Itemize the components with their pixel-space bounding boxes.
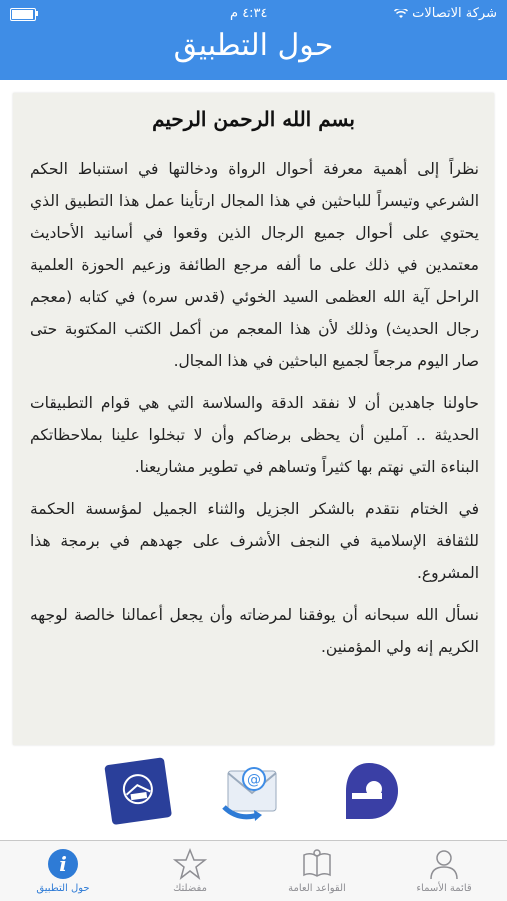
tab-label: قائمة الأسماء bbox=[416, 883, 472, 894]
contact-icons bbox=[0, 755, 507, 835]
about-panel bbox=[13, 93, 494, 745]
paragraph: في الختام نتقدم بالشكر الجزيل والثناء الجميل لمؤسسة الحكمة للثقافة الإسلامية في النجف الأشرف على جهدهم في برمجة هذا المشروع. bbox=[30, 500, 479, 582]
status-time: ٤:٣٤ م bbox=[230, 6, 268, 21]
battery-icon bbox=[10, 8, 36, 21]
header-bar bbox=[0, 0, 507, 80]
wifi-icon bbox=[394, 9, 408, 19]
star-icon bbox=[173, 847, 207, 881]
tab-label: حول التطبيق bbox=[36, 883, 90, 894]
paragraph: نسأل الله سبحانه أن يوفقنا لمرضاته وأن يجعل أعمالنا خالصة لوجهه الكريم إنه ولي المؤمنين. bbox=[30, 606, 479, 656]
book-icon bbox=[300, 847, 334, 881]
tab-about[interactable] bbox=[0, 841, 126, 901]
tab-label: مفضلتك bbox=[173, 883, 207, 894]
person-icon bbox=[427, 847, 461, 881]
app-logo-icon[interactable] bbox=[334, 755, 404, 825]
tab-bar bbox=[0, 840, 507, 901]
carrier-label: شركة الاتصالات bbox=[394, 6, 497, 21]
status-bar bbox=[0, 4, 507, 24]
tab-label: القواعد العامة bbox=[288, 883, 346, 894]
paragraph: نظراً إلى أهمية معرفة أحوال الرواة ودخالتها في استنباط الحكم الشرعي وتيسراً للباحثين في هذا المجال ارتأينا عمل هذا التطبيق الذي يحتوي على أحوال جميع الرجال الذين وقعوا في أسانيد الأحاديث معتمدين في ذلك على ما ألفه مرجع الطائفة وزعيم الحوزة العلمية الراحل آية الله العظمى السيد الخوئي (قدس سره) في كتابه (معجم رجال الحديث) وذلك لأن هذا المعجم من أكمل الكتب المكتوبة حتى صار اليوم مرجعاً لجميع الباحثين في هذا المجال. bbox=[30, 160, 479, 370]
page-title: حول التطبيق bbox=[173, 28, 334, 63]
info-icon bbox=[46, 847, 80, 881]
tab-general-rules[interactable] bbox=[254, 841, 380, 901]
about-text bbox=[30, 153, 479, 673]
basmala-heading: بسم الله الرحمن الرحيم bbox=[152, 107, 355, 131]
svg-text:@: @ bbox=[247, 772, 261, 788]
tab-names-list[interactable] bbox=[381, 841, 507, 901]
svg-text:i: i bbox=[59, 852, 67, 876]
paragraph: حاولنا جاهدين أن لا نفقد الدقة والسلاسة التي هي قوام التطبيقات الحديثة .. آملين أن يحظى برضاكم وأن لا تبخلوا علينا بملاحظاتكم البناءة التي نهتم بها كثيراً وتساهم في تطوير مشاريعنا. bbox=[30, 394, 479, 476]
email-icon[interactable] bbox=[218, 755, 288, 825]
tab-favorites[interactable] bbox=[127, 841, 253, 901]
institution-logo-icon[interactable] bbox=[104, 755, 174, 825]
